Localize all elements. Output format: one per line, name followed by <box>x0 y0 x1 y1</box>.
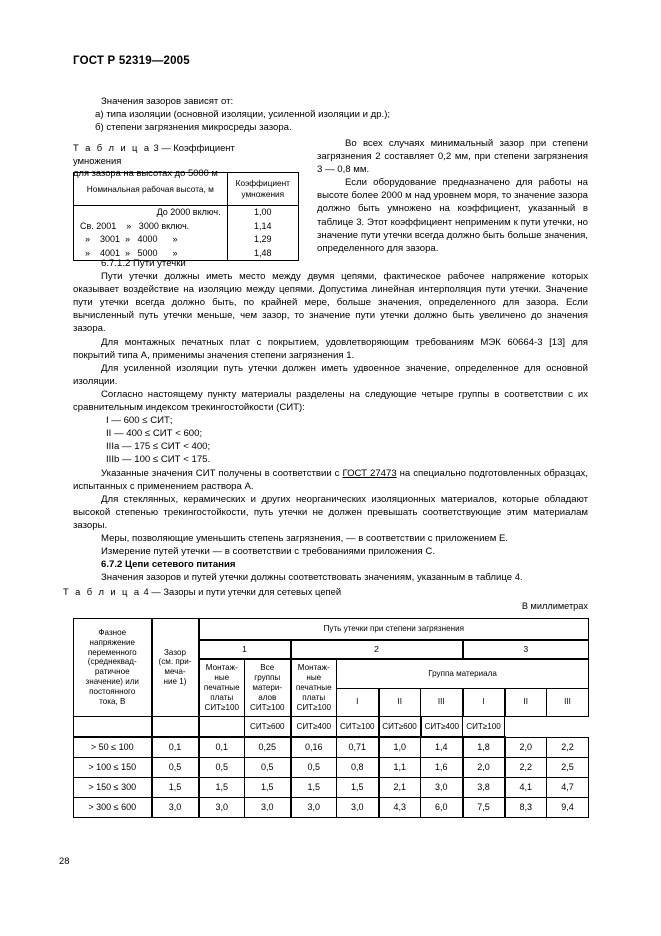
section-6712-para-6: Для стеклянных, керамических и других неорганических изоляционных материалов, которые обладают высокой степенью трекингостойкости, путь утечки не должен превышать соответствующие этим материалам зазоры. <box>73 493 588 531</box>
table4-cti-2: СИТ≥400 <box>291 716 337 737</box>
table3-row <box>74 220 299 234</box>
document-standard-header: ГОСТ Р 52319—2005 <box>73 55 190 67</box>
table4-cell: 4,7 <box>547 778 589 798</box>
table3-header-row <box>74 173 299 206</box>
table4-cell: 1,5 <box>245 778 291 798</box>
section-672-para-1: Значения зазоров и путей утечки должны соответствовать значениям, указанным в таблице 4. <box>101 572 523 584</box>
table4-cell: 3,0 <box>245 798 291 818</box>
table3-row <box>74 206 299 220</box>
table3-coef: 1,29 <box>227 233 298 247</box>
table4-cell: 2,2 <box>505 758 547 778</box>
table4-cell: 0,71 <box>337 737 379 758</box>
table4-cell: 1,5 <box>199 778 245 798</box>
table3-range: До 2000 включ. <box>74 206 228 220</box>
table4-gap-value: 3,0 <box>152 798 199 818</box>
cti-class-iiia: IIIa — 175 ≤ СИТ < 400; <box>106 441 211 453</box>
table4-group-roman-5: II <box>505 688 547 716</box>
table4-cti-pcb-1 <box>74 716 152 737</box>
table4-subheader-pcb-2: Монтаж- ные печатные платы СИТ≥100 <box>291 659 337 716</box>
cti-class-i: I — 600 ≤ СИТ; <box>106 415 173 427</box>
table4-cell: 0,8 <box>337 758 379 778</box>
table4-cell: 1,6 <box>421 758 463 778</box>
table4-cell: 1,5 <box>337 778 379 798</box>
table4-cti-pcb-2 <box>199 716 245 737</box>
right-column-text <box>317 137 588 255</box>
right-para-2: Если оборудование предназначено для работы на высоте более 2000 м над уровнем моря, то значение зазора должно быть умножено на коэффициент, указанный в таблице 3. Этот коэффициент неприменим к пути утечки, но значение пути утечки всегда должно быть больше значения, определенного для зазора. <box>317 177 588 254</box>
table-4-wrapper <box>73 618 588 818</box>
table4-voltage-range: > 100 ≤ 150 <box>74 758 152 778</box>
table4-cti-all-groups <box>152 716 199 737</box>
table4-pollution-degree-1: 1 <box>199 640 291 660</box>
table4-cell: 4,1 <box>505 778 547 798</box>
table4-cell: 1,1 <box>379 758 421 778</box>
section-6712-para-2: Для монтажных печатных плат с покрытием, удовлетворяющим требованиям МЭК 60664-3 [13] для покрытий типа А, применимы значения степени загрязнения 1. <box>73 336 588 361</box>
table4-pollution-degree-2: 2 <box>291 640 463 660</box>
right-para-1: Во всех случаях минимальный зазор при степени загрязнения 2 составляет 0,2 мм, при степени загрязнения 3 — 0,8 мм. <box>317 138 588 176</box>
table4-units-note: В миллиметрах <box>521 601 588 611</box>
para5-after: на специально подготовленных образцах, испытанных с применением раствора А. <box>73 467 589 492</box>
table3-coef: 1,14 <box>227 220 298 234</box>
table4-voltage-range: > 150 ≤ 300 <box>74 778 152 798</box>
table3-caption-text: 3 — Коэффициент умножения <box>73 142 235 166</box>
table4-header-creepage: Путь утечки при степени загрязнения <box>199 619 589 640</box>
table4-gap-value: 0,5 <box>152 758 199 778</box>
table3-range: » 4001 » 5000 » <box>74 247 228 261</box>
table4-cell: 0,16 <box>291 737 337 758</box>
table4-header-row-1 <box>74 619 589 640</box>
table4-cell: 3,0 <box>199 798 245 818</box>
table3-caption-label: Т а б л и ц а <box>73 142 151 153</box>
section-6712-para-5 <box>73 467 588 493</box>
table3-caption-text2: для зазора на высотах до 5000 м <box>73 167 218 179</box>
section-6712-para-8: Измерение путей утечки — в соответствии с требованиями приложения С. <box>101 546 435 558</box>
table4-cell: 2,0 <box>463 758 505 778</box>
table4-header-voltage: Фазное напряжение переменного (среднеквад- ратичное значение) или постоянного тока, В <box>74 619 152 717</box>
table4-cell: 1,8 <box>463 737 505 758</box>
table4-voltage-range: > 50 ≤ 100 <box>74 737 152 758</box>
table4-group-roman-4: I <box>463 688 505 716</box>
table-4-clearances-creepage <box>73 618 589 818</box>
table4-voltage-range: > 300 ≤ 600 <box>74 798 152 818</box>
table4-cell: 4,3 <box>379 798 421 818</box>
table4-cell: 3,0 <box>337 798 379 818</box>
table-row <box>74 737 589 758</box>
table4-cti-5: СИТ≥400 <box>421 716 463 737</box>
table4-gap-value: 0,1 <box>152 737 199 758</box>
table4-cti-1: СИТ≥600 <box>245 716 291 737</box>
intro-block <box>73 95 588 134</box>
table-row <box>74 778 589 798</box>
cti-class-iiib: IIIb — 100 ≤ СИТ < 175. <box>106 454 211 466</box>
table4-header-row-5 <box>74 716 589 737</box>
table4-subheader-pcb-1: Монтаж- ные печатные платы СИТ≥100 <box>199 659 245 716</box>
section-6712-heading: 6.7.1.2 Пути утечки <box>101 258 186 269</box>
table4-cell: 0,1 <box>199 737 245 758</box>
table4-pollution-degree-3: 3 <box>463 640 589 660</box>
table3-coef: 1,00 <box>227 206 298 220</box>
page-number: 28 <box>59 855 70 866</box>
table4-cell: 6,0 <box>421 798 463 818</box>
table4-cti-6: СИТ≥100 <box>463 716 505 737</box>
table3-coef: 1,48 <box>227 247 298 261</box>
table-row <box>74 798 589 818</box>
gost-27473-reference: ГОСТ 27473 <box>342 467 397 479</box>
table4-cell: 3,0 <box>421 778 463 798</box>
table3-header-coef: Коэффициент умножения <box>227 173 298 206</box>
table3-range: » 3001 » 4000 » <box>74 233 228 247</box>
table4-cell: 8,3 <box>505 798 547 818</box>
table4-cell: 2,1 <box>379 778 421 798</box>
table4-group-roman-1: I <box>337 688 379 716</box>
table4-cell: 2,2 <box>547 737 589 758</box>
table4-cell: 1,5 <box>291 778 337 798</box>
cti-class-ii: II — 400 ≤ СИТ < 600; <box>106 428 203 440</box>
section-6712-para-7: Меры, позволяющие уменьшить степень загрязнения, — в соответствии с приложением Е. <box>101 532 509 544</box>
table-row <box>74 758 589 778</box>
table4-cell: 2,5 <box>547 758 589 778</box>
table4-cti-3: СИТ≥100 <box>337 716 379 737</box>
para5-before: Указанные значения СИТ получены в соответствии с <box>101 467 343 479</box>
table4-cell: 1,4 <box>421 737 463 758</box>
table4-group-roman-2: II <box>379 688 421 716</box>
intro-item-b: б) степени загрязнения микросреды зазора. <box>95 122 292 134</box>
table3-header-height: Номинальная рабочая высота, м <box>74 173 228 206</box>
intro-lead: Значения зазоров зависят от: <box>101 96 234 107</box>
table4-caption-text: 4 — Зазоры и пути утечки для сетевых цепей <box>143 586 342 597</box>
table4-cell: 0,5 <box>245 758 291 778</box>
intro-item-a: а) типа изоляции (основной изоляции, усиленной изоляции и др.); <box>95 109 391 121</box>
table4-material-group-header: Группа материала <box>337 659 589 688</box>
table4-cell: 1,0 <box>379 737 421 758</box>
table4-gap-value: 1,5 <box>152 778 199 798</box>
table4-cell: 3,8 <box>463 778 505 798</box>
section-6712-para-3: Для усиленной изоляции путь утечки должен иметь удвоенное значение, определенное для основной изоляции. <box>73 362 588 387</box>
table4-cell: 0,25 <box>245 737 291 758</box>
table4-group-roman-6: III <box>547 688 589 716</box>
table4-cell: 2,0 <box>505 737 547 758</box>
table4-caption <box>63 586 543 599</box>
section-6712-para-4: Согласно настоящему пункту материалы разделены на следующие четыре группы в соответствии с их сравнительным индексом трекингостойкости (СИТ): <box>73 388 588 414</box>
table4-group-roman-3: III <box>421 688 463 716</box>
section-6712-para-1: Пути утечки должны иметь место между двумя цепями, фактическое рабочее напряжение которых оказывает воздействие на изоляцию между цепями. Допустима линейная интерполяция пути утечки. Значение пути утечки всегда должно быть, по крайней мере, больше значения, определенного для зазора. Если вычисленный путь утечки меньше, чем зазор, то значение пути утечки должно быть увеличено до значения зазора. <box>73 271 588 335</box>
table4-cell: 7,5 <box>463 798 505 818</box>
table4-cell: 0,5 <box>291 758 337 778</box>
table3-row <box>74 233 299 247</box>
table4-caption-label: Т а б л и ц а <box>63 586 141 597</box>
section-672-heading: 6.7.2 Цепи сетевого питания <box>101 559 236 571</box>
table3-range: Св. 2001 » 3000 включ. <box>74 220 228 234</box>
table4-cell: 0,5 <box>199 758 245 778</box>
table4-cell: 9,4 <box>547 798 589 818</box>
section-6712 <box>73 257 588 584</box>
table4-header-gap: Зазор (см. при- меча- ние 1) <box>152 619 199 717</box>
table4-cell: 3,0 <box>291 798 337 818</box>
table-3-altitude-multiplier <box>73 172 299 261</box>
table4-cti-4: СИТ≥600 <box>379 716 421 737</box>
table4-subheader-all-groups: Все группы матери- алов СИТ≥100 <box>245 659 291 716</box>
